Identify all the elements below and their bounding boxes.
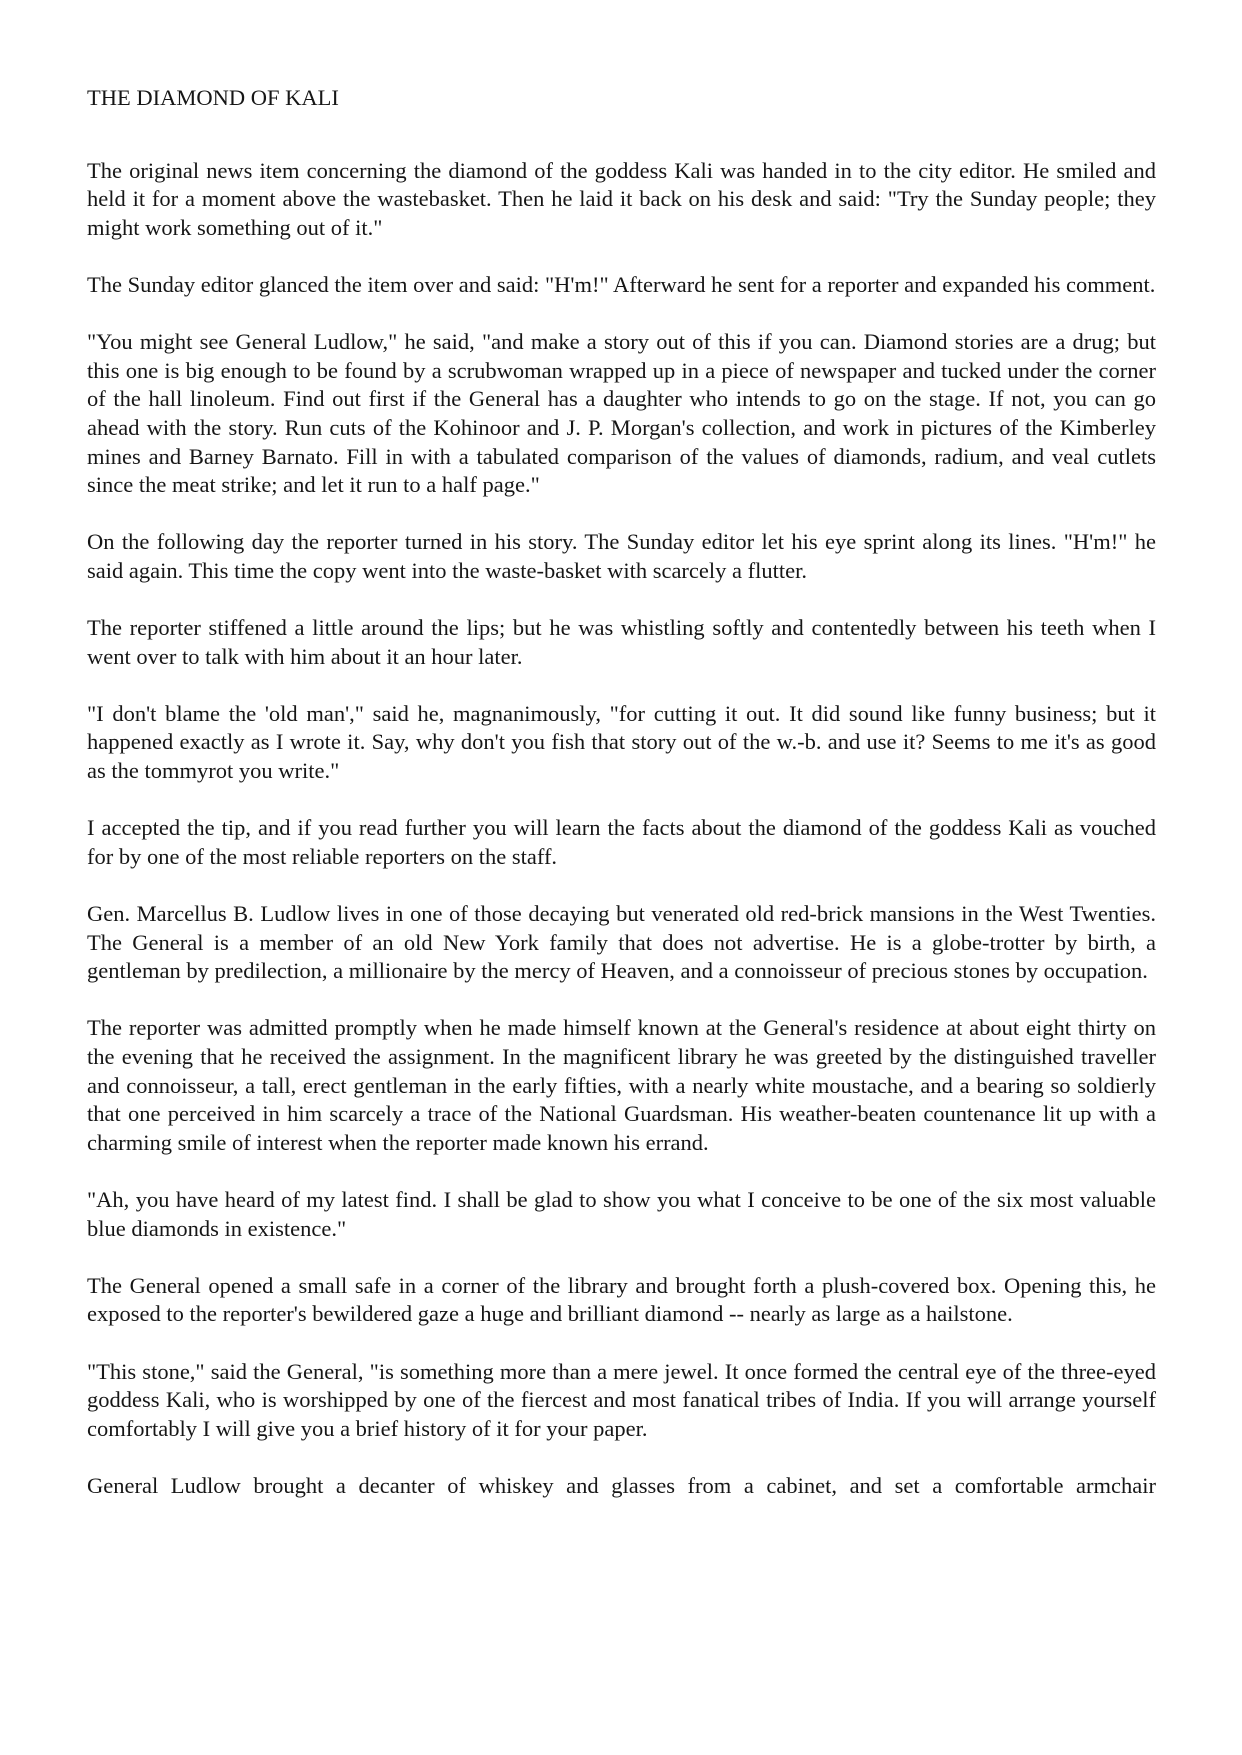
- paragraph-12: "This stone," said the General, "is something more than a mere jewel. It once formed the central eye of the three-eyed goddess Kali, who is worshipped by one of the fiercest and most fanatical tribes of India. If you will arrange yourself comfortably I will give you a brief history of it for your paper.: [87, 1358, 1156, 1441]
- paragraph-8: Gen. Marcellus B. Ludlow lives in one of those decaying but venerated old red-brick mansions in the West Twenties. The General is a member of an old New York family that does not advertise. He is a globe-trotter by birth, a gentleman by predilection, a millionaire by the mercy of Heaven, and a connoisseur of precious stones by occupation.: [87, 901, 1156, 984]
- paragraph-9: The reporter was admitted promptly when he made himself known at the General's residence at about eight thirty on the evening that he received the assignment. In the magnificent library he was greeted by the distinguished traveller and connoisseur, a tall, erect gentleman in the early fifties, with a nearly white moustache, and a bearing so soldierly that one perceived in him scarcely a trace of the National Guardsman. His weather-beaten countenance lit up with a charming smile of interest when the reporter made known his errand.: [87, 1015, 1156, 1155]
- paragraph-5: The reporter stiffened a little around the lips; but he was whistling softly and contentedly between his teeth when I went over to talk with him about it an hour later.: [87, 615, 1156, 669]
- paragraph-4: On the following day the reporter turned in his story. The Sunday editor let his eye sprint along its lines. "H'm!" he said again. This time the copy went into the waste-basket with scarcely a flutter.: [87, 529, 1156, 583]
- document-title: THE DIAMOND OF KALI: [87, 85, 339, 110]
- paragraph-10: "Ah, you have heard of my latest find. I shall be glad to show you what I conceive to be one of the six most valuable blue diamonds in existence.": [87, 1186, 1156, 1241]
- paragraph-2: The Sunday editor glanced the item over and said: "H'm!" Afterward he sent for a reporter and expanded his comment.: [87, 271, 1156, 297]
- paragraph-7: I accepted the tip, and if you read further you will learn the facts about the diamond of the goddess Kali as vouched for by one of the most reliable reporters on the staff.: [87, 815, 1156, 869]
- paragraph-11: The General opened a small safe in a corner of the library and brought forth a plush-covered box. Opening this, he exposed to the reporter's bewildered gaze a huge and brilliant diamond -- nearly as large as a hailstone.: [87, 1272, 1156, 1327]
- document-page: [87, 84, 1156, 1501]
- paragraph-3: "You might see General Ludlow," he said, "and make a story out of this if you can. Diamond stories are a drug; but this one is big enough to be found by a scrubwoman wrapped up in a piece of newspaper and tucked under the corner of the hall linoleum. Find out first if the General has a daughter who intends to go on the stage. If not, you can go ahead with the story. Run cuts of the Kohinoor and J. P. Morgan's collection, and work in pictures of the Kimberley mines and Barney Barnato. Fill in with a tabulated comparison of the values of diamonds, radium, and veal cutlets since the meat strike; and let it run to a half page.": [87, 329, 1156, 498]
- paragraph-1: The original news item concerning the diamond of the goddess Kali was handed in to the city editor. He smiled and held it for a moment above the wastebasket. Then he laid it back on his desk and said: "Try the Sunday people; they might work something out of it.": [87, 157, 1156, 240]
- paragraph-13: General Ludlow brought a decanter of whiskey and glasses from a cabinet, and set a comfortable armchair: [87, 1472, 1156, 1498]
- paragraph-6: "I don't blame the 'old man'," said he, magnanimously, "for cutting it out. It did sound like funny business; but it happened exactly as I wrote it. Say, why don't you fish that story out of the w.-b. and use it? Seems to me it's as good as the tommyrot you write.": [87, 700, 1156, 784]
